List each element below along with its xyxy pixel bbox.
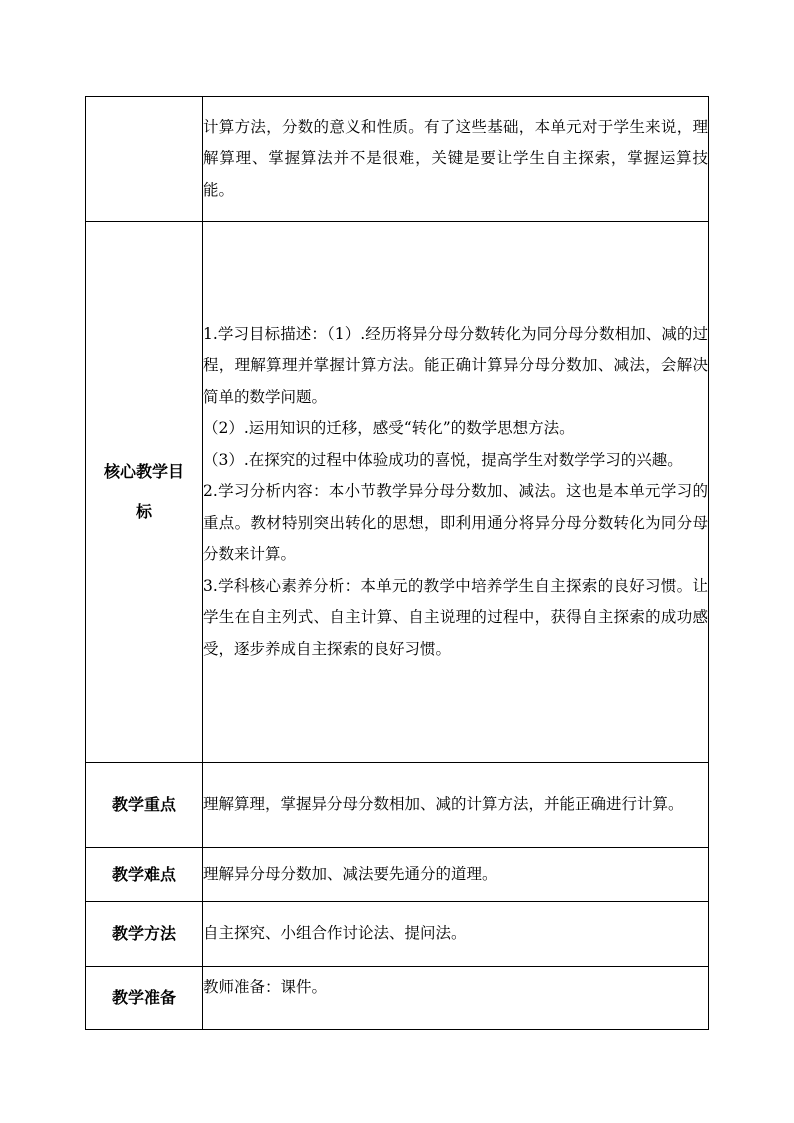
key-points-text: 理解算理，掌握异分母分数相加、减的计算方法，并能正确进行计算。 xyxy=(203,763,709,848)
preparation-label: 教学准备 xyxy=(86,967,203,1030)
goal-paragraph-5: 3.学科核心素养分析：本单元的教学中培养学生自主探索的良好习惯。让学生在自主列式、自主计算、自主说理的过程中，获得自主探索的成功感受，逐步养成自主探索的良好习惯。 xyxy=(203,576,708,658)
difficulties-label: 教学难点 xyxy=(86,848,203,902)
continuation-text: 计算方法，分数的意义和性质。有了这些基础，本单元对于学生来说，理解算理、掌握算法并不是很难，关键是要让学生自主探索，掌握运算技能。 xyxy=(203,97,709,222)
preparation-text: 教师准备：课件。 xyxy=(203,967,709,1030)
goal-paragraph-1: 1.学习目标描述：（1）.经历将异分母分数转化为同分母分数相加、减的过程，理解算理并掌握计算方法。能正确计算异分母分数加、减法，会解决简单的数学问题。 xyxy=(203,324,708,406)
row-label-empty xyxy=(86,97,203,222)
methods-text: 自主探究、小组合作讨论法、提问法。 xyxy=(203,902,709,967)
goal-paragraph-3: （3）.在探究的过程中体验成功的喜悦，提高学生对数学学习的兴趣。 xyxy=(203,450,683,469)
core-goals-content xyxy=(203,222,709,763)
table-row-methods xyxy=(86,902,709,967)
difficulties-text: 理解异分母分数加、减法要先通分的道理。 xyxy=(203,848,709,902)
table-row-continuation xyxy=(86,97,709,222)
goal-paragraph-2: （2）.运用知识的迁移，感受“转化”的数学思想方法。 xyxy=(203,419,575,438)
lesson-plan-table xyxy=(85,96,709,1030)
methods-label: 教学方法 xyxy=(86,902,203,967)
table-row-key-points xyxy=(86,763,709,848)
table-row-preparation xyxy=(86,967,709,1030)
core-goals-label: 核心教学目标 xyxy=(104,462,185,521)
table-row-difficulties xyxy=(86,848,709,902)
row-label-core-goals xyxy=(86,222,203,763)
key-points-label: 教学重点 xyxy=(86,763,203,848)
goal-paragraph-4: 2.学习分析内容：本小节教学异分母分数加、减法。这也是本单元学习的重点。教材特别突出转化的思想，即利用通分将异分母分数转化为同分母分数来计算。 xyxy=(203,482,708,564)
table-row-core-goals xyxy=(86,222,709,763)
